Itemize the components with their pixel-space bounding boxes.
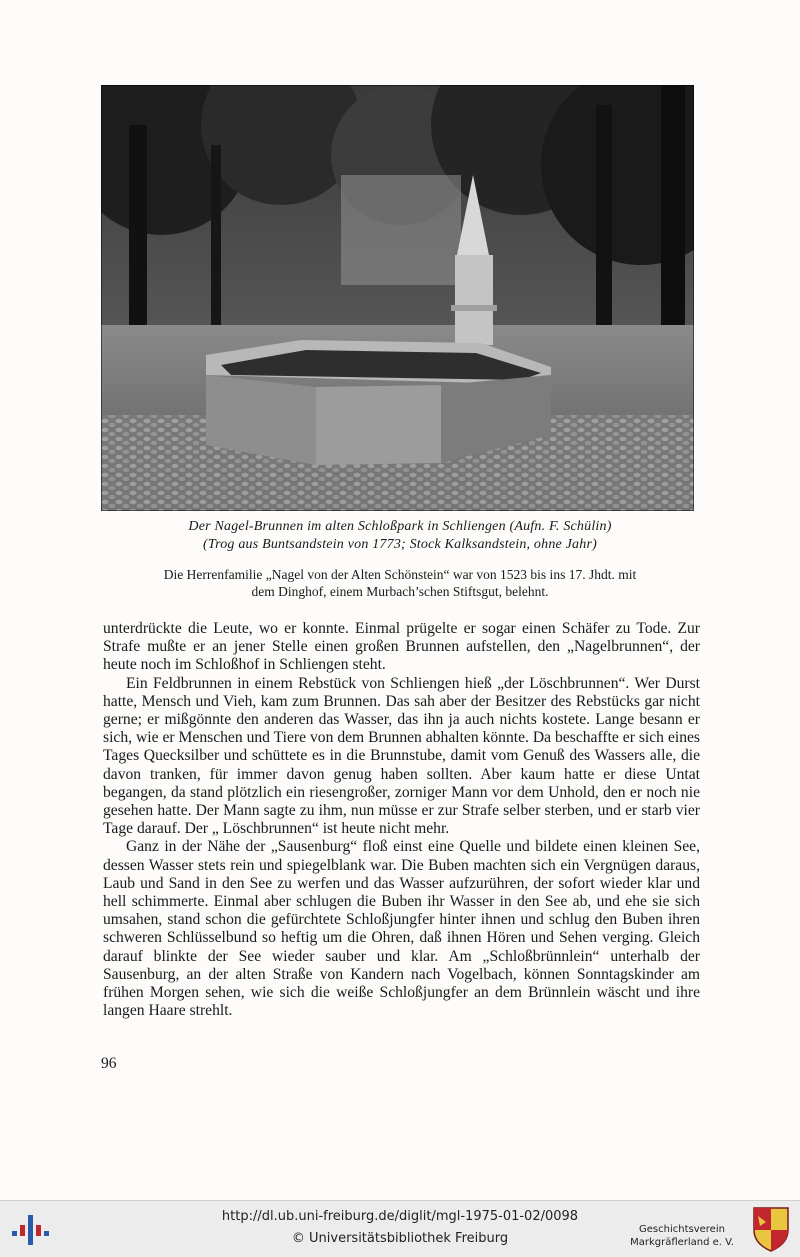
paragraph: unterdrückte die Leute, wo er konnte. Einmal prügelte er sogar einen Schäfer zu Tode. Zur Strafe mußte er an jener Stelle einen großen Brunnen aufstellen, den „Nagelbrunnen“, der heute noch im Schloßhof in Schliengen steht. — [103, 620, 700, 674]
society-name-line-1: Geschichtsverein — [639, 1224, 725, 1235]
fountain-photograph — [101, 85, 694, 511]
fountain-photo-image — [101, 85, 694, 511]
society-name — [616, 1223, 748, 1249]
photo-caption-line-2: (Trog aus Buntsandstein von 1773; Stock Kalksandstein, ohne Jahr) — [203, 537, 597, 552]
page-number: 96 — [101, 1055, 117, 1072]
footer-bar — [0, 1200, 800, 1257]
photo-caption-line-1: Der Nagel-Brunnen im alten Schloßpark in Schliengen (Aufn. F. Schülin) — [188, 519, 612, 534]
document-url-link[interactable]: http://dl.ub.uni-freiburg.de/diglit/mgl-1975-01-02/0098 — [221, 1209, 579, 1224]
society-crest-icon — [752, 1206, 790, 1252]
note-line-1: Die Herrenfamilie „Nagel von der Alten Schönstein“ war von 1523 bis ins 17. Jhdt. mit — [163, 567, 637, 582]
note-line-2: dem Dinghof, einem Murbach’schen Stiftsgut, belehnt. — [251, 584, 549, 599]
copyright-notice: © Universitätsbibliothek Freiburg — [291, 1231, 509, 1246]
body-text — [103, 620, 700, 1020]
society-name-line-2: Markgräflerland e. V. — [630, 1237, 734, 1248]
paragraph: Ganz in der Nähe der „Sausenburg“ floß einst eine Quelle und bildete einen kleinen See, dessen Wasser stets rein und spiegelblank war. Die Buben machten sich ein Vergnügen daraus, Laub und Sand in den See zu werfen und das Wasser aufzurühren, der sofort wieder klar und hell schimmerte. Einmal aber schlugen die Buben ihr Wasser in den See ab, und ehe sie sich umsahen, stand schon die gefürchtete Schloßjungfer hinter ihnen und schlug den Buben ihren schweren Schlüsselbund so heftig um die Ohren, daß ihnen Hören und Sehen verging. Gleich darauf blinkte der See wieder sauber und klar. Am „Schloßbrünnlein“ unterhalb der Sausenburg, an der alten Straße von Kandern nach Vogelbach, können Sonntagskinder am frühen Morgen sehen, wie sich die weiße Schloßjungfer an dem Brünnlein wäscht und ihre langen Haare strehlt. — [103, 838, 700, 1020]
paragraph: Ein Feldbrunnen in einem Rebstück von Schliengen hieß „der Löschbrunnen“. Wer Durst hatte, Mensch und Vieh, kam zum Brunnen. Das sah aber der Besitzer des Rebstücks gar nicht gerne; er mißgönnte den anderen das Wasser, das ihn ja auch nichts kostete. Lange besann er sich, wie er Menschen und Tiere von dem Brunnen abhalten könnte. Da beschaffte er sich eines Tages Quecksilber und schüttete es in die Brunnstube, damit vom Genuß des Wassers alle, die davon tranken, für immer davon genug haben sollten. Aber kaum hatte er diese Untat begangen, da stand plötzlich ein riesengroßer, zorniger Mann vor dem Unhold, den er noch nie gesehen hatte. Der Mann sagte zu ihm, nun müsse er zur Strafe selber sterben, und er starb vier Tage darauf. Der „ Löschbrunnen“ ist heute nicht mehr. — [103, 674, 700, 838]
ub-freiburg-logo-icon — [8, 1209, 52, 1249]
